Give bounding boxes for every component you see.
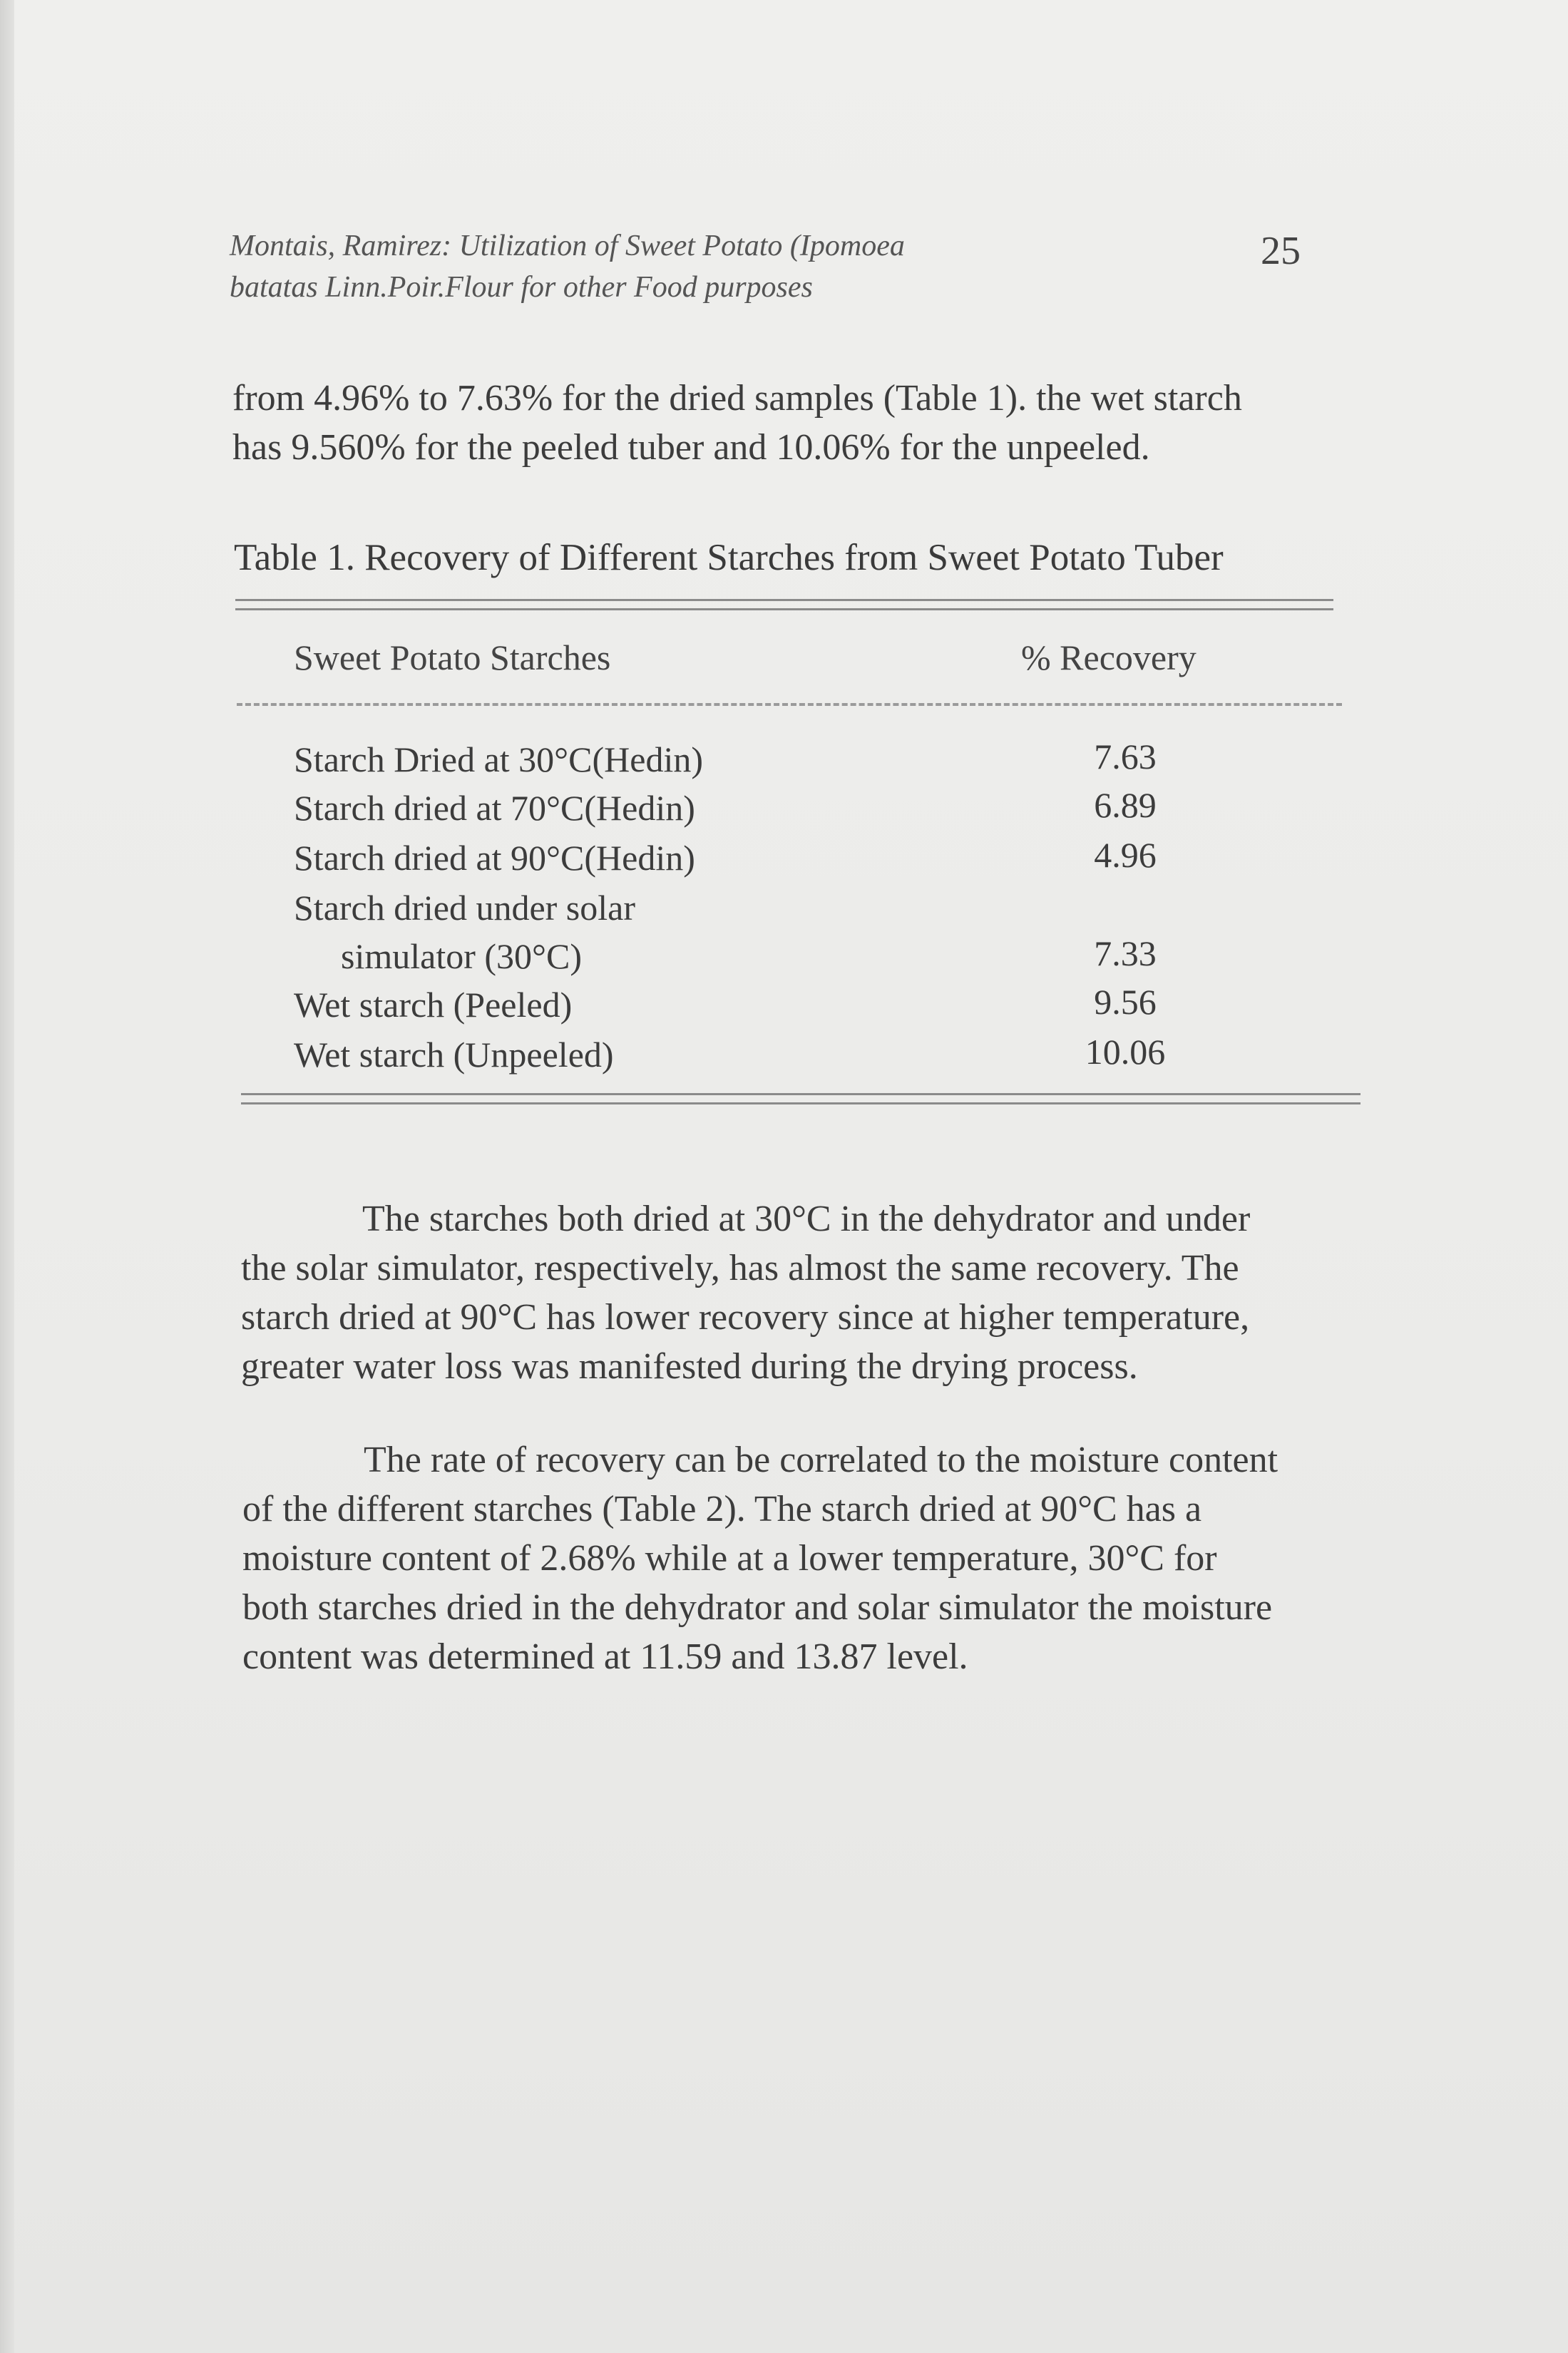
table-bottom-rule [241, 1093, 1361, 1104]
table-row-value: 4.96 [1094, 835, 1157, 875]
table-row-label: Starch dried at 90°C(Hedin) [294, 838, 695, 878]
table-caption: Table 1. Recovery of Different Starches from Sweet Potato Tuber [234, 537, 1224, 578]
page-left-edge [0, 0, 14, 2353]
paragraph-line: greater water loss was manifested during the drying process. [241, 1346, 1138, 1387]
table-row-label: Wet starch (Unpeeled) [294, 1035, 614, 1075]
table-row-value: 9.56 [1094, 982, 1157, 1022]
table-row-value: 10.06 [1085, 1032, 1166, 1072]
paragraph-2 [241, 1194, 1363, 1391]
paragraph-line: content was determined at 11.59 and 13.87 level. [242, 1636, 968, 1677]
table-row-label: Wet starch (Peeled) [294, 985, 573, 1025]
table-header-divider [237, 703, 1342, 706]
table-row-value: 7.33 [1094, 933, 1157, 973]
intro-paragraph [232, 374, 1352, 472]
page-number: 25 [1261, 229, 1301, 273]
table-row-label: Starch dried under solar [294, 888, 636, 928]
paragraph-line: the solar simulator, respectively, has almost the same recovery. The [241, 1248, 1239, 1288]
running-header-line-2: batatas Linn.Poir.Flour for other Food purposes [230, 271, 813, 304]
table-row-label-continued: simulator (30°C) [341, 936, 583, 976]
column-header-recovery: % Recovery [1021, 637, 1197, 677]
paragraph-line: moisture content of 2.68% while at a lower temperature, 30°C for [242, 1538, 1217, 1579]
running-header [230, 225, 1085, 308]
column-header-starches: Sweet Potato Starches [294, 637, 611, 677]
paragraph-line: both starches dried in the dehydrator and solar simulator the moisture [242, 1587, 1273, 1628]
table-row-label: Starch Dried at 30°C(Hedin) [294, 739, 703, 779]
paragraph-line: The starches both dried at 30°C in the dehydrator and under [362, 1199, 1251, 1239]
paragraph-line: of the different starches (Table 2). The starch dried at 90°C has a [242, 1489, 1202, 1529]
table-row-label: Starch dried at 70°C(Hedin) [294, 788, 695, 828]
paragraph-line: has 9.560% for the peeled tuber and 10.06% for the unpeeled. [232, 427, 1150, 468]
paragraph-3 [242, 1435, 1369, 1681]
paragraph-line: starch dried at 90°C has lower recovery since at higher temperature, [241, 1297, 1250, 1338]
table-row-value: 6.89 [1094, 785, 1157, 825]
paragraph-line: The rate of recovery can be correlated to the moisture content [364, 1440, 1279, 1480]
running-header-line-1: Montais, Ramirez: Utilization of Sweet Potato (Ipomoea [230, 230, 905, 262]
document-page [14, 0, 1568, 2353]
table-top-rule [235, 599, 1333, 610]
table-row-value: 7.63 [1094, 737, 1157, 776]
paragraph-line: from 4.96% to 7.63% for the dried samples (Table 1). the wet starch [232, 378, 1242, 419]
